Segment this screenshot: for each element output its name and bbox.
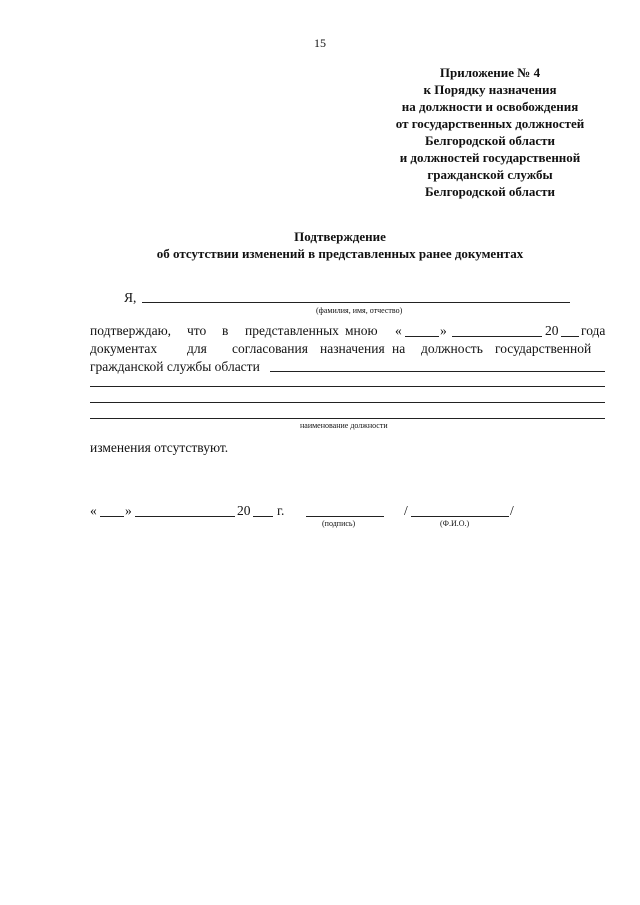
text-grazhdanskoy-sluzhby: гражданской службы области	[90, 359, 260, 374]
footer-day-field-line[interactable]	[100, 516, 124, 517]
slash-close: /	[510, 503, 514, 518]
footer-g: г.	[277, 503, 285, 518]
slash-open: /	[404, 503, 408, 518]
position-field-line-3[interactable]	[90, 402, 605, 403]
word-goda: года	[581, 323, 606, 338]
fio-field-line[interactable]	[142, 302, 570, 303]
document-title	[60, 228, 620, 262]
word-chto: что	[187, 323, 207, 338]
appendix-line: Белгородской области	[424, 184, 556, 199]
signature-field-line[interactable]	[306, 516, 384, 517]
footer-year-prefix: 20	[237, 503, 251, 518]
word-podtverzhdayu: подтверждаю,	[90, 323, 172, 338]
word-dlya: для	[187, 341, 207, 356]
word-predstavlennyh: представленных	[245, 323, 339, 338]
position-field-line-4[interactable]	[90, 418, 605, 419]
appendix-line: Приложение № 4	[439, 65, 541, 80]
title-line-2: об отсутствии изменений в представленных ранее документах	[156, 246, 524, 261]
footer-month-field-line[interactable]	[135, 516, 235, 517]
fio-footer-field-line[interactable]	[411, 516, 509, 517]
word-na: на	[392, 341, 406, 356]
word-mnoyu: мною	[345, 323, 378, 338]
position-hint: наименование должности	[300, 421, 388, 430]
word-soglasovaniya: согласования	[232, 341, 308, 356]
position-field-line-2[interactable]	[90, 386, 605, 387]
position-field-line-1[interactable]	[270, 371, 605, 372]
appendix-line: к Порядку назначения	[423, 82, 557, 97]
word-gosudarstvennoy: государственной	[495, 341, 592, 356]
page-number: 15	[314, 36, 326, 50]
word-naznacheniya: назначения	[320, 341, 385, 356]
appendix-line: и должностей государственной	[399, 150, 581, 165]
appendix-header	[360, 64, 620, 200]
appendix-line: от государственных должностей	[395, 116, 585, 131]
no-changes-text: изменения отсутствуют.	[90, 440, 229, 455]
year-field-line[interactable]	[561, 336, 579, 337]
month-field-line[interactable]	[452, 336, 542, 337]
word-dolzhnost: должность	[421, 341, 483, 356]
fio-footer-hint: (Ф.И.О.)	[440, 519, 470, 528]
fio-hint: (фамилия, имя, отчество)	[316, 306, 403, 315]
word-v: в	[222, 323, 229, 338]
ya-label: Я,	[124, 290, 137, 305]
quote-close: »	[440, 323, 447, 338]
footer-quote-open: «	[90, 503, 97, 518]
word-dokumentah: документах	[90, 341, 158, 356]
day-field-line[interactable]	[405, 336, 439, 337]
quote-open: «	[395, 323, 402, 338]
title-line-1: Подтверждение	[294, 229, 386, 244]
appendix-line: Белгородской области	[424, 133, 556, 148]
appendix-line: гражданской службы	[427, 167, 553, 182]
year-prefix: 20	[545, 323, 559, 338]
footer-year-field-line[interactable]	[253, 516, 273, 517]
signature-hint: (подпись)	[322, 519, 356, 528]
footer-quote-close: »	[125, 503, 132, 518]
appendix-line: на должности и освобождения	[401, 99, 579, 114]
